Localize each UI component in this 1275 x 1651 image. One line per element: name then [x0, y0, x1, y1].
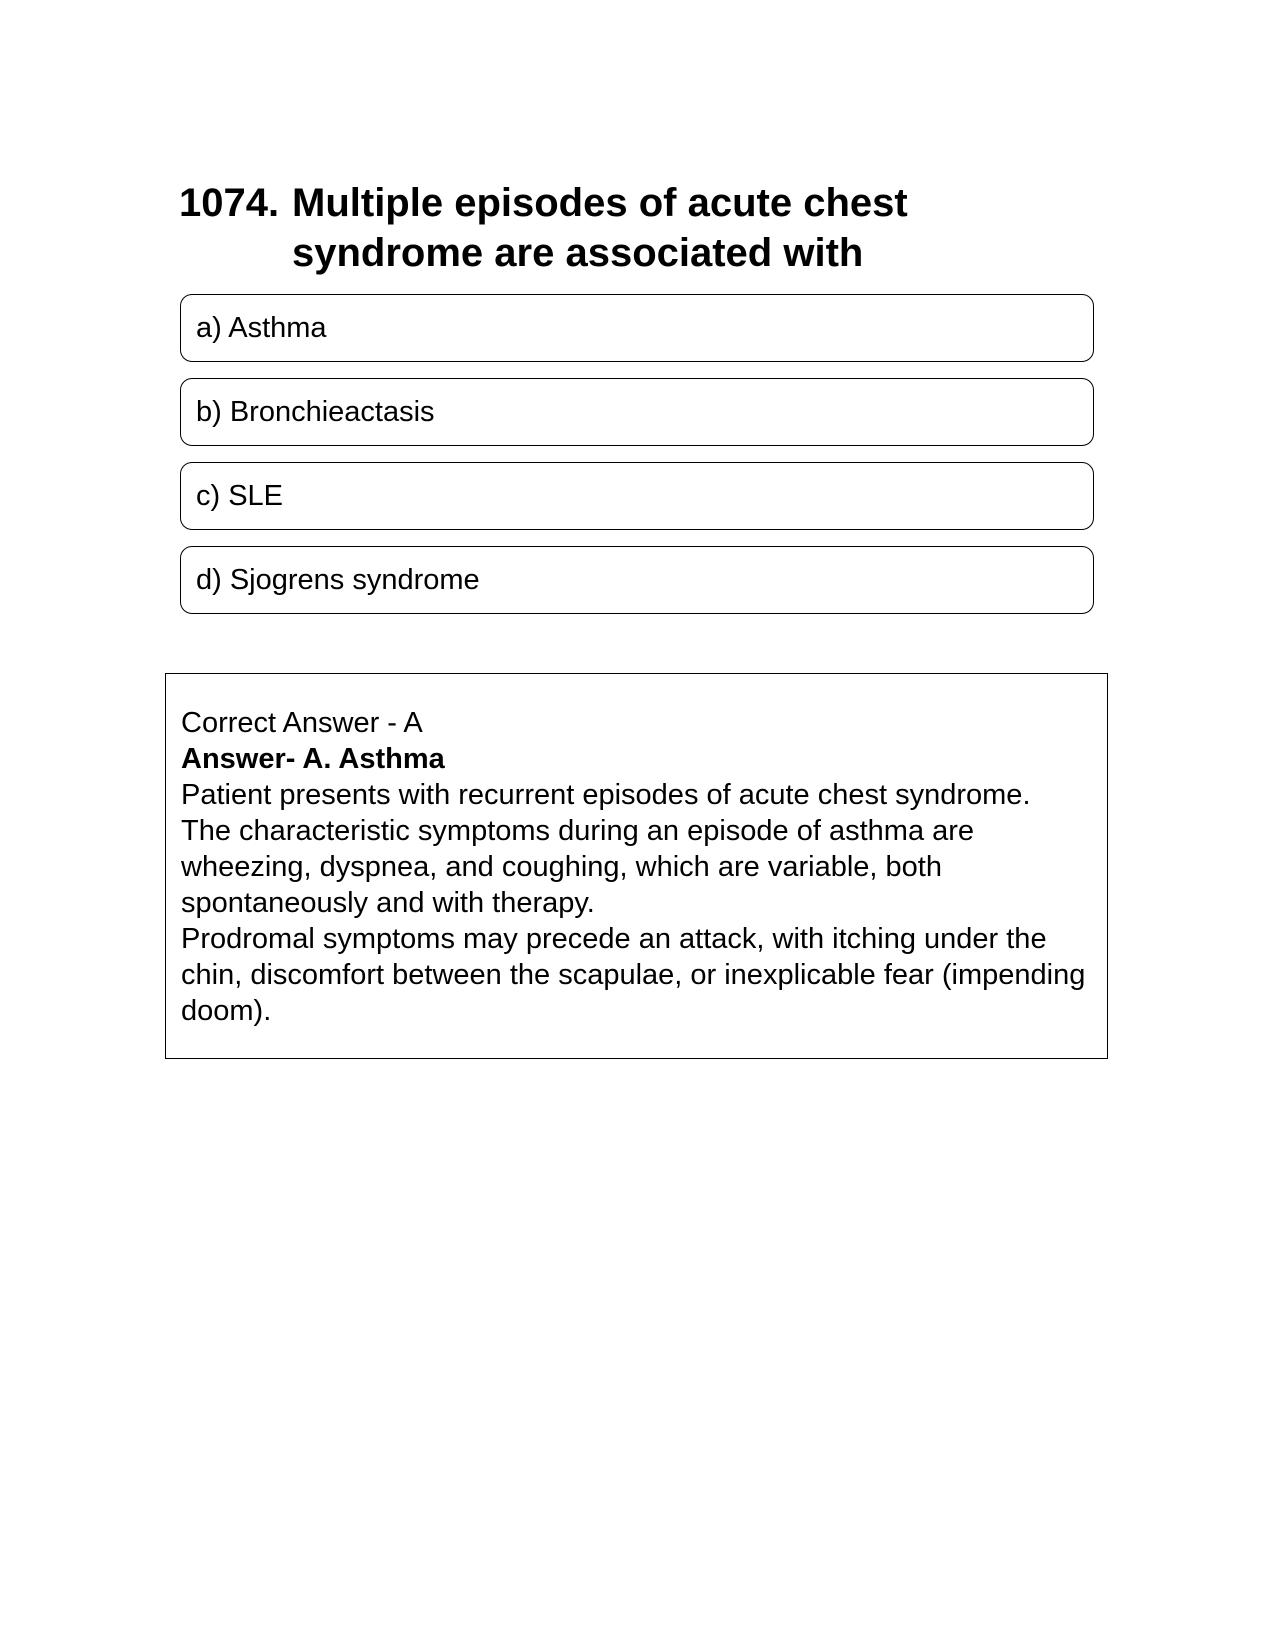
- option-d[interactable]: d) Sjogrens syndrome: [180, 546, 1094, 614]
- question-title: [179, 178, 1079, 278]
- explanation-paragraph: Prodromal symptoms may precede an attack, with itching under the chin, discomfort between the scapulae, or inexplicable fear (impending doom).: [181, 923, 1086, 1027]
- explanation-paragraph: The characteristic symptoms during an episode of asthma are wheezing, dyspnea, and coughing, which are variable, both spontaneously and with therapy.: [181, 815, 975, 919]
- options-list: [180, 294, 1094, 630]
- answer-explanation-box: [165, 673, 1108, 1059]
- explanation-paragraph: Patient presents with recurrent episodes of acute chest syndrome.: [181, 779, 1031, 811]
- option-c[interactable]: c) SLE: [180, 462, 1094, 530]
- correct-answer-line: Correct Answer - A: [181, 707, 423, 739]
- option-b[interactable]: b) Bronchieactasis: [180, 378, 1094, 446]
- question-number: 1074.: [179, 181, 280, 225]
- question-text: Multiple episodes of acute chest syndrome are associated with: [292, 181, 908, 275]
- option-a[interactable]: a) Asthma: [180, 294, 1094, 362]
- answer-heading: Answer- A. Asthma: [181, 743, 445, 775]
